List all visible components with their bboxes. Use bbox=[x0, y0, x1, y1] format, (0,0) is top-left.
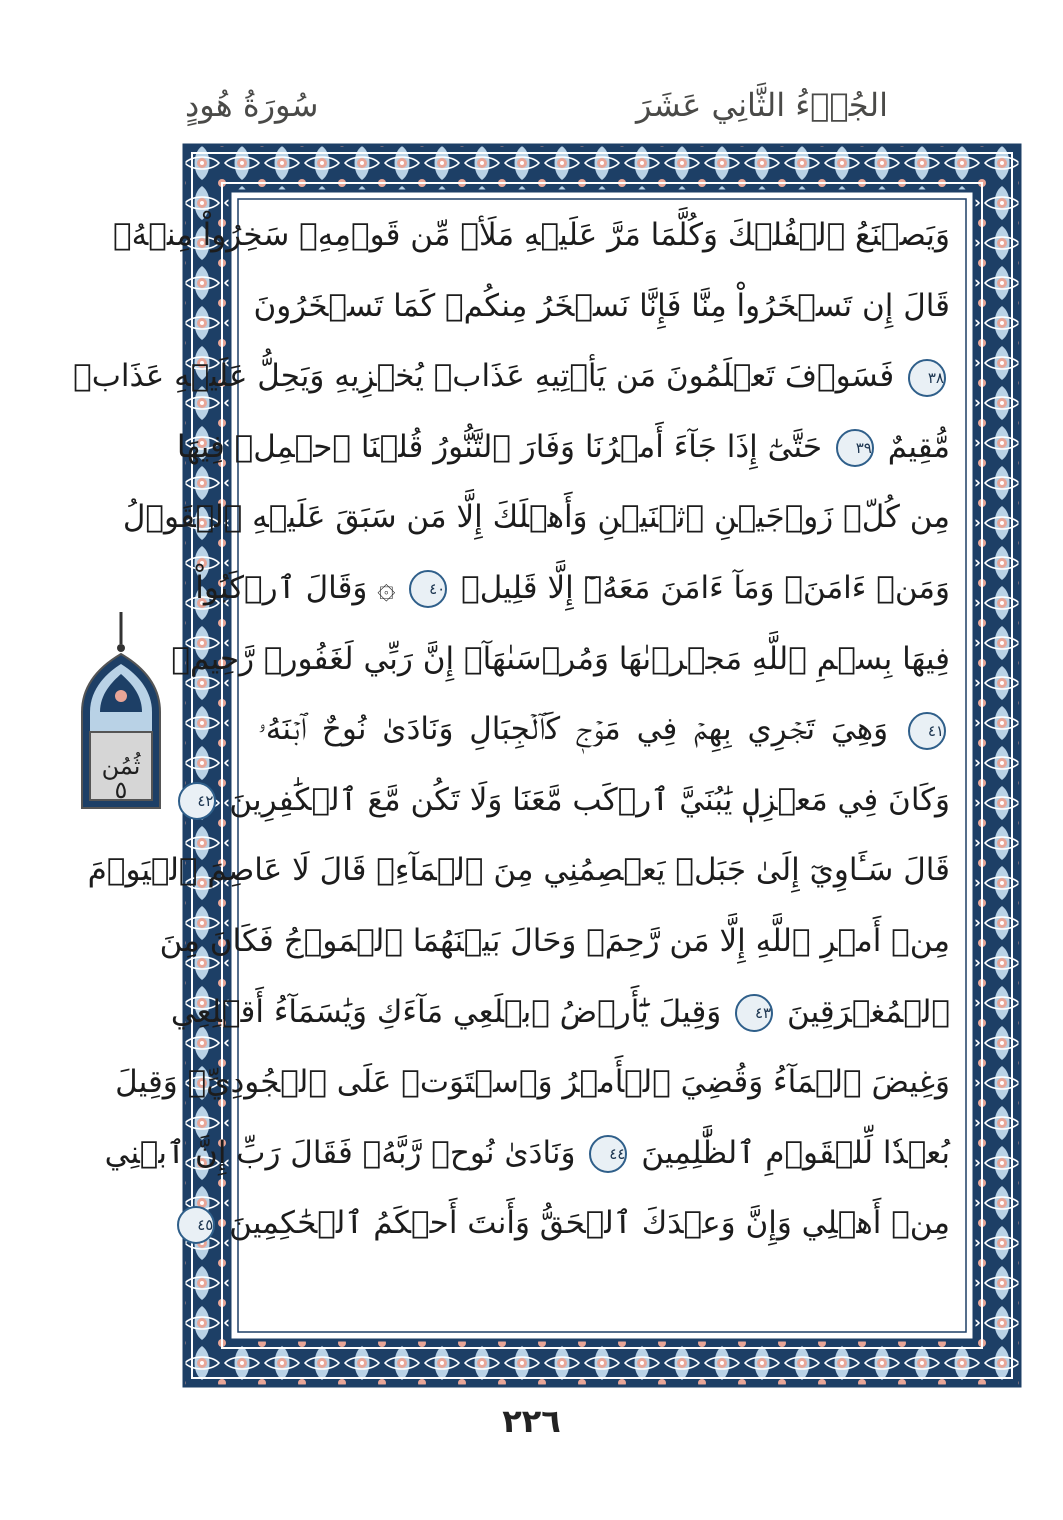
verse-line: ٣٨ فَسَوۡفَ تَعۡلَمُونَ مَن يَأۡتِيهِ عَذَابٞ يُخۡزِيهِ وَيَحِلُّ عَلَيۡهِ عَذَابٞ bbox=[258, 341, 950, 412]
ayah-marker: ٤٤ bbox=[589, 1135, 627, 1173]
ayah-marker: ٣٩ bbox=[836, 429, 874, 467]
ayah-marker: ٤٠ bbox=[409, 570, 447, 608]
verse-line: فِيهَا بِسۡمِ ٱللَّهِ مَجۡرٜىٰهَا وَمُرۡسَىٰهَآۚ إِنَّ رَبِّي لَغَفُورٞ رَّحِيمٞ bbox=[171, 640, 950, 677]
ayah-marker: ٤١ bbox=[908, 712, 946, 750]
verse-line: ٤١ وَهِيَ تَجۡرِي بِهِمۡ فِي مَوۡجٖ كَٱلۡجِبَالِ وَنَادَىٰ نُوحٌ ٱبۡنَهُۥ bbox=[258, 694, 950, 765]
verse-line: وَيَصۡنَعُ ٱلۡفُلۡكَ وَكُلَّمَا مَرَّ عَلَيۡهِ مَلَأٞ مِّن قَوۡمِهِۦ سَخِرُواْ مِنۡهُۚ bbox=[113, 217, 950, 253]
ayah-marker: ٤٢ bbox=[178, 782, 216, 820]
verse-line: وَكَانَ فِي مَعۡزِلٖ يَٰبُنَيَّ ٱرۡكَب مَّعَنَا وَلَا تَكُن مَّعَ ٱلۡكَٰفِرِينَ ٤٢ bbox=[258, 765, 950, 836]
verse-line: مِن كُلّٖ زَوۡجَيۡنِ ٱثۡنَيۡنِ وَأَهۡلَكَ إِلَّا مَن سَبَقَ عَلَيۡهِ ٱلۡقَوۡلُ bbox=[122, 499, 950, 536]
hizb-label: ثُمُن bbox=[101, 752, 141, 780]
surah-title: سُورَةُ هُودٍ bbox=[185, 86, 319, 124]
ayah-marker: ٤٥ bbox=[177, 1206, 215, 1244]
verse-line: وَمَنۡ ءَامَنَۚ وَمَآ ءَامَنَ مَعَهُۥٓ إِلَّا قَلِيلٞ ٤٠ ۞ وَقَالَ ٱرۡكَبُواْ bbox=[258, 553, 950, 624]
hizb-number: ٥ bbox=[114, 776, 128, 804]
verse-line: قَالَ إِن تَسۡخَرُواْ مِنَّا فَإِنَّا نَسۡخَرُ مِنكُمۡ كَمَا تَسۡخَرُونَ bbox=[253, 287, 950, 324]
verse-line: مِنۡ أَمۡرِ ٱللَّهِ إِلَّا مَن رَّحِمَۚ وَحَالَ بَيۡنَهُمَا ٱلۡمَوۡجُ فَكَانَ مِنَ bbox=[159, 922, 950, 959]
verse-line: بُعۡدٗا لِّلۡقَوۡمِ ٱلظَّٰلِمِينَ ٤٤ وَنَادَىٰ نُوحٞ رَّبَّهُۥ فَقَالَ رَبِّ إِنَّ ٱبۡنِي bbox=[258, 1118, 950, 1189]
ayah-marker: ٤٣ bbox=[735, 994, 773, 1032]
verse-line: مُّقِيمٌ ٣٩ حَتَّىٰٓ إِذَا جَآءَ أَمۡرُنَا وَفَارَ ٱلتَّنُّورُ قُلۡنَا ٱحۡمِلۡ فِيهَا bbox=[258, 412, 950, 483]
page-number: ٢٢٦ bbox=[502, 1402, 561, 1440]
juz-title: الجُزۡءُ الثَّانِي عَشَرَ bbox=[635, 86, 888, 124]
verse-line: قَالَ سَـَٔاوِيٓ إِلَىٰ جَبَلٖ يَعۡصِمُنِي مِنَ ٱلۡمَآءِۚ قَالَ لَا عَاصِمَ ٱلۡيَوۡمَ bbox=[87, 852, 950, 889]
verse-line: ٱلۡمُغۡرَقِينَ ٤٣ وَقِيلَ يَٰٓأَرۡضُ ٱبۡلَعِي مَآءَكِ وَيَٰسَمَآءُ أَقۡلِعِي bbox=[258, 977, 950, 1048]
ayah-marker: ٣٨ bbox=[908, 359, 946, 397]
verse-line: مِنۡ أَهۡلِي وَإِنَّ وَعۡدَكَ ٱلۡحَقُّ وَأَنتَ أَحۡكَمُ ٱلۡحَٰكِمِينَ ٤٥ bbox=[258, 1188, 950, 1259]
verse-line: وَغِيضَ ٱلۡمَآءُ وَقُضِيَ ٱلۡأَمۡرُ وَٱسۡتَوَتۡ عَلَى ٱلۡجُودِيِّۖ وَقِيلَ bbox=[115, 1064, 950, 1101]
